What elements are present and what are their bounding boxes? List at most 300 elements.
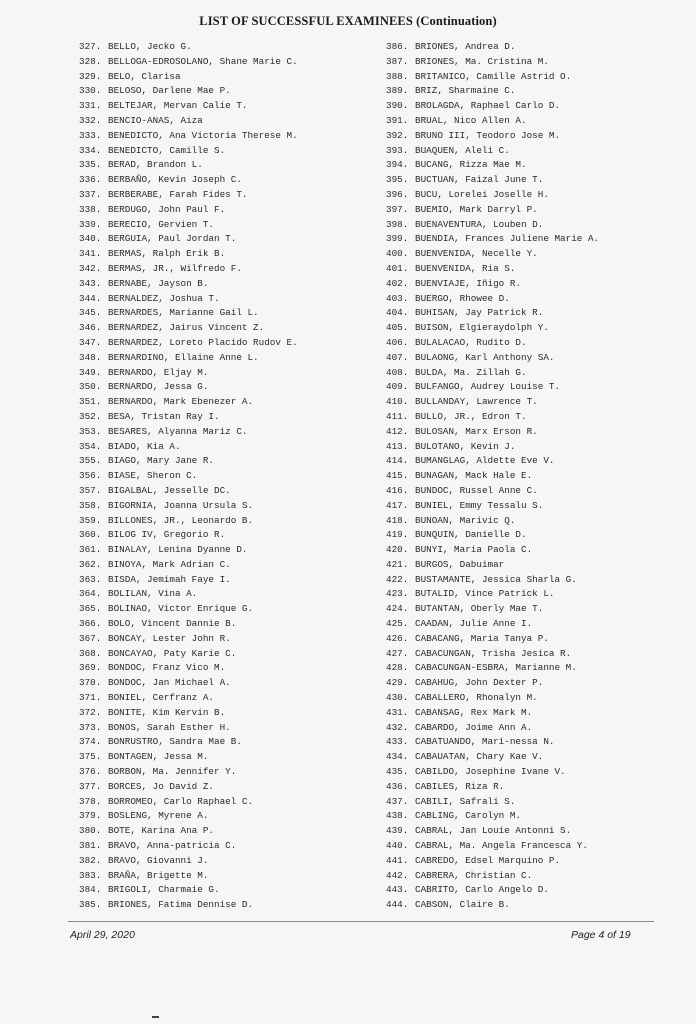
list-item <box>79 898 379 913</box>
examinee-name: BOTE, Karina Ana P. <box>108 825 215 837</box>
list-item <box>386 188 686 203</box>
list-item <box>386 765 686 780</box>
examinee-name: BESARES, Alyanna Mariz C. <box>108 425 248 437</box>
list-item <box>386 321 686 336</box>
examinee-name: BUNDOC, Russel Anne C. <box>415 484 538 496</box>
examinee-name: BERDUGO, John Paul F. <box>108 203 226 215</box>
examinee-name: BUCU, Lorelei Joselle H. <box>415 188 549 200</box>
examinee-number: 379. <box>79 810 102 822</box>
list-item <box>79 158 379 173</box>
examinee-name: BROLAGDA, Raphael Carlo D. <box>415 100 561 112</box>
examinee-number: 393. <box>386 144 409 156</box>
examinee-number: 375. <box>79 751 102 763</box>
list-item <box>386 277 686 292</box>
list-item <box>79 647 379 662</box>
examinee-number: 388. <box>386 70 409 82</box>
examinee-number: 352. <box>79 410 102 422</box>
list-item <box>386 218 686 233</box>
examinee-name: CABACUNGAN-ESBRA, Marianne M. <box>415 662 577 674</box>
list-item <box>79 573 379 588</box>
list-item <box>386 40 686 55</box>
examinee-number: 420. <box>386 544 409 556</box>
examinee-number: 398. <box>386 218 409 230</box>
examinee-number: 349. <box>79 366 102 378</box>
examinee-name: BIGALBAL, Jesselle DC. <box>108 484 231 496</box>
list-item <box>79 70 379 85</box>
list-item <box>79 780 379 795</box>
examinee-name: BERAD, Brandon L. <box>108 159 203 171</box>
list-item <box>386 780 686 795</box>
list-item <box>79 440 379 455</box>
examinee-number: 429. <box>386 677 409 689</box>
list-item <box>79 469 379 484</box>
examinee-name: BERNARDO, Eljay M. <box>108 366 209 378</box>
examinee-name: CABILI, Safrali S. <box>415 795 516 807</box>
examinee-name: BUTANTAN, Oberly Mae T. <box>415 603 544 615</box>
examinee-number: 381. <box>79 840 102 852</box>
list-item <box>79 750 379 765</box>
examinee-name: BOSLENG, Myrene A. <box>108 810 209 822</box>
examinee-number: 439. <box>386 825 409 837</box>
list-item <box>79 558 379 573</box>
examinee-number: 365. <box>79 603 102 615</box>
list-item <box>79 514 379 529</box>
list-item <box>79 765 379 780</box>
examinee-name: BRIZ, Sharmaine C. <box>415 85 516 97</box>
list-item <box>79 380 379 395</box>
examinee-number: 341. <box>79 248 102 260</box>
examinee-name: BUEMIO, Mark Darryl P. <box>415 203 538 215</box>
list-item <box>79 173 379 188</box>
examinee-number: 367. <box>79 632 102 644</box>
examinee-name: BULOSAN, Marx Erson R. <box>415 425 538 437</box>
examinee-name: BUAQUEN, Aleli C. <box>415 144 510 156</box>
list-item <box>386 247 686 262</box>
examinee-name: BUNOAN, Marivic Q. <box>415 514 516 526</box>
examinee-number: 409. <box>386 381 409 393</box>
examinee-number: 335. <box>79 159 102 171</box>
examinee-name: BENEDICTO, Camille S. <box>108 144 226 156</box>
list-item <box>386 410 686 425</box>
examinee-number: 414. <box>386 455 409 467</box>
examinee-name: BIGORNIA, Joanna Ursula S. <box>108 499 254 511</box>
examinee-name: BUCTUAN, Faizal June T. <box>415 174 544 186</box>
examinee-number: 444. <box>386 899 409 911</box>
examinee-name: BERGUIA, Paul Jordan T. <box>108 233 237 245</box>
list-item <box>79 706 379 721</box>
examinee-number: 378. <box>79 795 102 807</box>
examinee-number: 333. <box>79 129 102 141</box>
examinee-list-right <box>386 40 686 913</box>
examinee-number: 386. <box>386 41 409 52</box>
list-item <box>79 321 379 336</box>
list-item <box>79 499 379 514</box>
list-item <box>386 499 686 514</box>
examinee-name: BERNARDES, Marianne Gail L. <box>108 307 259 319</box>
examinee-name: BERNABE, Jayson B. <box>108 277 209 289</box>
examinee-name: CABLING, Carolyn M. <box>415 810 522 822</box>
examinee-number: 330. <box>79 85 102 97</box>
examinee-number: 431. <box>386 706 409 718</box>
list-item <box>386 676 686 691</box>
examinee-number: 424. <box>386 603 409 615</box>
examinee-name: BUMANGLAG, Aldette Eve V. <box>415 455 555 467</box>
examinee-name: BILOG IV, Gregorio R. <box>108 529 226 541</box>
examinee-name: BELLO, Jecko G. <box>108 41 192 52</box>
examinee-number: 327. <box>79 41 102 52</box>
examinee-number: 428. <box>386 662 409 674</box>
examinee-name: BUENVENIDA, Necelle Y. <box>415 248 538 260</box>
list-item <box>79 602 379 617</box>
examinee-name: BONDOC, Franz Vico M. <box>108 662 226 674</box>
examinee-number: 377. <box>79 780 102 792</box>
examinee-name: BUENDIA, Frances Juliene Marie A. <box>415 233 600 245</box>
list-item <box>386 543 686 558</box>
examinee-name: CABACANG, Maria Tanya P. <box>415 632 549 644</box>
examinee-name: CABANSAG, Rex Mark M. <box>415 706 533 718</box>
examinee-number: 332. <box>79 114 102 126</box>
examinee-number: 430. <box>386 692 409 704</box>
examinee-name: BERBERABE, Farah Fides T. <box>108 188 248 200</box>
examinee-name: BERMAS, Ralph Erik B. <box>108 248 226 260</box>
list-item <box>386 484 686 499</box>
list-item <box>386 262 686 277</box>
list-item <box>386 839 686 854</box>
examinee-number: 350. <box>79 381 102 393</box>
list-item <box>79 410 379 425</box>
footer-divider <box>68 921 654 922</box>
list-item <box>386 854 686 869</box>
list-item <box>79 839 379 854</box>
examinee-name: BESA, Tristan Ray I. <box>108 410 220 422</box>
list-item <box>79 484 379 499</box>
list-item <box>79 587 379 602</box>
examinee-number: 399. <box>386 233 409 245</box>
examinee-name: BOLINAO, Victor Enrique G. <box>108 603 254 615</box>
examinee-name: CABREDO, Edsel Marquino P. <box>415 854 561 866</box>
examinee-number: 423. <box>386 588 409 600</box>
examinee-name: CABAUATAN, Chary Kae V. <box>415 751 544 763</box>
examinee-number: 384. <box>79 884 102 896</box>
examinee-name: CABRAL, Ma. Angela Francesca Y. <box>415 840 588 852</box>
list-item <box>79 721 379 736</box>
examinee-name: BISDA, Jemimah Faye I. <box>108 573 231 585</box>
examinee-name: BULFANGO, Audrey Louise T. <box>415 381 561 393</box>
list-item <box>79 869 379 884</box>
examinee-number: 437. <box>386 795 409 807</box>
list-item <box>79 336 379 351</box>
examinee-name: CABILES, Riza R. <box>415 780 505 792</box>
list-item <box>79 262 379 277</box>
list-item <box>386 647 686 662</box>
examinee-number: 338. <box>79 203 102 215</box>
examinee-number: 387. <box>386 55 409 67</box>
list-item <box>79 691 379 706</box>
examinee-number: 416. <box>386 484 409 496</box>
examinee-number: 396. <box>386 188 409 200</box>
examinee-name: BURGOS, Dabuimar <box>415 558 505 570</box>
examinee-number: 359. <box>79 514 102 526</box>
examinee-number: 376. <box>79 766 102 778</box>
examinee-name: BUNQUIN, Danielle D. <box>415 529 527 541</box>
examinee-number: 415. <box>386 470 409 482</box>
list-item <box>386 898 686 913</box>
examinee-name: BOLO, Vincent Dannie B. <box>108 618 237 630</box>
list-item <box>79 55 379 70</box>
examinee-number: 370. <box>79 677 102 689</box>
list-item <box>386 721 686 736</box>
list-item <box>79 735 379 750</box>
examinee-number: 404. <box>386 307 409 319</box>
examinee-number: 336. <box>79 174 102 186</box>
list-item <box>386 129 686 144</box>
examinee-name: CAADAN, Julie Anne I. <box>415 618 533 630</box>
list-item <box>79 218 379 233</box>
examinee-number: 348. <box>79 351 102 363</box>
footer-date: April 29, 2020 <box>70 929 135 941</box>
list-item <box>386 691 686 706</box>
list-item <box>79 854 379 869</box>
examinee-name: BELOSO, Darlene Mae P. <box>108 85 231 97</box>
list-item <box>386 809 686 824</box>
examinee-number: 337. <box>79 188 102 200</box>
examinee-number: 339. <box>79 218 102 230</box>
examinee-number: 406. <box>386 336 409 348</box>
list-item <box>79 883 379 898</box>
examinee-name: CABRITO, Carlo Angelo D. <box>415 884 549 896</box>
list-item <box>386 602 686 617</box>
list-item <box>79 528 379 543</box>
examinee-number: 407. <box>386 351 409 363</box>
examinee-number: 435. <box>386 766 409 778</box>
list-item <box>386 336 686 351</box>
examinee-number: 331. <box>79 100 102 112</box>
examinee-name: BONITE, Kim Kervin B. <box>108 706 226 718</box>
list-item <box>386 292 686 307</box>
examinee-number: 434. <box>386 751 409 763</box>
examinee-name: BERNARDO, Mark Ebenezer A. <box>108 396 254 408</box>
list-item <box>79 661 379 676</box>
examinee-number: 373. <box>79 721 102 733</box>
list-item <box>79 632 379 647</box>
examinee-name: CABILDO, Josephine Ivane V. <box>415 766 566 778</box>
list-item <box>386 528 686 543</box>
examinee-name: BUENVIAJE, Iñigo R. <box>415 277 522 289</box>
list-item <box>386 70 686 85</box>
examinee-number: 329. <box>79 70 102 82</box>
examinee-name: BONCAY, Lester John R. <box>108 632 231 644</box>
examinee-name: BERMAS, JR., Wilfredo F. <box>108 262 242 274</box>
list-item <box>79 40 379 55</box>
examinee-number: 356. <box>79 470 102 482</box>
examinee-name: BUENVENIDA, Ria S. <box>415 262 516 274</box>
examinee-name: CABRERA, Christian C. <box>415 869 533 881</box>
examinee-name: BONOS, Sarah Esther H. <box>108 721 231 733</box>
list-item <box>386 55 686 70</box>
examinee-name: CABARDO, Joime Ann A. <box>415 721 533 733</box>
examinee-name: BELO, Clarisa <box>108 70 181 82</box>
examinee-number: 361. <box>79 544 102 556</box>
list-item <box>386 84 686 99</box>
examinee-name: BRUNO III, Teodoro Jose M. <box>415 129 561 141</box>
examinee-name: BULAONG, Karl Anthony SA. <box>415 351 555 363</box>
examinee-number: 422. <box>386 573 409 585</box>
examinee-number: 362. <box>79 558 102 570</box>
list-item <box>79 99 379 114</box>
list-item <box>386 558 686 573</box>
list-item <box>386 425 686 440</box>
examinee-name: BRIONES, Ma. Cristina M. <box>415 55 549 67</box>
examinee-number: 402. <box>386 277 409 289</box>
examinee-number: 364. <box>79 588 102 600</box>
list-item <box>79 144 379 159</box>
examinee-name: BUSTAMANTE, Jessica Sharla G. <box>415 573 577 585</box>
examinee-number: 441. <box>386 854 409 866</box>
list-item <box>79 676 379 691</box>
examinee-number: 390. <box>386 100 409 112</box>
scan-mark <box>152 1016 159 1018</box>
examinee-number: 436. <box>386 780 409 792</box>
examinee-name: BELLOGA-EDROSOLANO, Shane Marie C. <box>108 55 298 67</box>
examinee-name: BINOYA, Mark Adrian C. <box>108 558 231 570</box>
list-item <box>79 247 379 262</box>
examinee-number: 351. <box>79 396 102 408</box>
examinee-number: 345. <box>79 307 102 319</box>
list-item <box>386 706 686 721</box>
examinee-number: 358. <box>79 499 102 511</box>
list-item <box>79 188 379 203</box>
examinee-number: 412. <box>386 425 409 437</box>
examinee-name: BULLO, JR., Edron T. <box>415 410 527 422</box>
footer-page-number: Page 4 of 19 <box>571 929 631 941</box>
examinee-name: BUENAVENTURA, Louben D. <box>415 218 544 230</box>
list-item <box>386 395 686 410</box>
list-item <box>386 366 686 381</box>
examinee-number: 432. <box>386 721 409 733</box>
examinee-name: BIAGO, Mary Jane R. <box>108 455 215 467</box>
list-item <box>386 824 686 839</box>
examinee-number: 405. <box>386 322 409 334</box>
examinee-name: BERNALDEZ, Joshua T. <box>108 292 220 304</box>
examinee-number: 440. <box>386 840 409 852</box>
examinee-number: 382. <box>79 854 102 866</box>
examinee-name: BULOTANO, Kevin J. <box>415 440 516 452</box>
list-item <box>79 366 379 381</box>
examinee-list-left <box>79 40 379 913</box>
page-title: LIST OF SUCCESSFUL EXAMINEES (Continuation) <box>199 14 497 28</box>
examinee-name: BUNYI, Maria Paola C. <box>415 544 533 556</box>
examinee-number: 391. <box>386 114 409 126</box>
list-item <box>386 735 686 750</box>
examinee-number: 371. <box>79 692 102 704</box>
examinee-number: 411. <box>386 410 409 422</box>
list-item <box>386 144 686 159</box>
list-item <box>79 351 379 366</box>
list-item <box>386 232 686 247</box>
examinee-number: 397. <box>386 203 409 215</box>
examinee-number: 410. <box>386 396 409 408</box>
list-item <box>386 795 686 810</box>
examinee-name: BINALAY, Lenina Dyanne D. <box>108 544 248 556</box>
examinee-name: BERNARDINO, Ellaine Anne L. <box>108 351 259 363</box>
examinee-name: BONRUSTRO, Sandra Mae B. <box>108 736 242 748</box>
examinee-name: BERNARDEZ, Jairus Vincent Z. <box>108 322 265 334</box>
examinee-name: BRIGOLI, Charmaie G. <box>108 884 220 896</box>
examinee-name: BORROMEO, Carlo Raphael C. <box>108 795 254 807</box>
list-item <box>79 617 379 632</box>
list-item <box>386 469 686 484</box>
examinee-number: 334. <box>79 144 102 156</box>
examinee-name: BENCIO-ANAS, Aiza <box>108 114 203 126</box>
examinee-number: 372. <box>79 706 102 718</box>
list-item <box>386 869 686 884</box>
examinee-number: 419. <box>386 529 409 541</box>
list-item <box>386 173 686 188</box>
examinee-name: BRIONES, Andrea D. <box>415 41 516 52</box>
examinee-number: 413. <box>386 440 409 452</box>
list-item <box>386 158 686 173</box>
examinee-name: BRIONES, Fatima Dennise D. <box>108 899 254 911</box>
list-item <box>386 440 686 455</box>
examinee-number: 353. <box>79 425 102 437</box>
list-item <box>79 395 379 410</box>
examinee-name: BRAVO, Giovanni J. <box>108 854 209 866</box>
examinee-number: 363. <box>79 573 102 585</box>
examinee-name: BULALACAO, Rudito D. <box>415 336 527 348</box>
examinee-number: 344. <box>79 292 102 304</box>
examinee-number: 347. <box>79 336 102 348</box>
examinee-name: BILLONES, JR., Leonardo B. <box>108 514 254 526</box>
examinee-number: 354. <box>79 440 102 452</box>
examinee-name: BERBAÑO, Kevin Joseph C. <box>108 174 242 186</box>
examinee-name: CABATUANDO, Mari-nessa N. <box>415 736 555 748</box>
list-item <box>386 573 686 588</box>
examinee-number: 433. <box>386 736 409 748</box>
examinee-number: 401. <box>386 262 409 274</box>
examinee-name: BUISON, Elgieraydolph Y. <box>415 322 549 334</box>
examinee-name: BELTEJAR, Mervan Calie T. <box>108 100 248 112</box>
examinee-number: 357. <box>79 484 102 496</box>
examinee-name: CABAHUG, John Dexter P. <box>415 677 544 689</box>
examinee-number: 438. <box>386 810 409 822</box>
examinee-name: BUHISAN, Jay Patrick R. <box>415 307 544 319</box>
examinee-number: 394. <box>386 159 409 171</box>
examinee-name: BONCAYAO, Paty Karie C. <box>108 647 237 659</box>
examinee-name: BRITANICO, Camille Astrid O. <box>415 70 572 82</box>
examinee-name: BUCANG, Rizza Mae M. <box>415 159 527 171</box>
examinee-name: BONDOC, Jan Michael A. <box>108 677 231 689</box>
examinee-number: 425. <box>386 618 409 630</box>
examinee-name: BONTAGEN, Jessa M. <box>108 751 209 763</box>
examinee-number: 408. <box>386 366 409 378</box>
list-item <box>386 514 686 529</box>
examinee-number: 417. <box>386 499 409 511</box>
list-item <box>79 425 379 440</box>
examinee-number: 343. <box>79 277 102 289</box>
list-item <box>79 454 379 469</box>
examinee-name: BRAVO, Anna-patricia C. <box>108 840 237 852</box>
examinee-number: 385. <box>79 899 102 911</box>
examinee-name: BUTALID, Vince Patrick L. <box>415 588 555 600</box>
list-item <box>386 750 686 765</box>
examinee-number: 383. <box>79 869 102 881</box>
examinee-number: 369. <box>79 662 102 674</box>
examinee-name: BORBON, Ma. Jennifer Y. <box>108 766 237 778</box>
examinee-number: 368. <box>79 647 102 659</box>
examinee-name: BOLILAN, Vina A. <box>108 588 198 600</box>
list-item <box>79 114 379 129</box>
list-item <box>79 84 379 99</box>
